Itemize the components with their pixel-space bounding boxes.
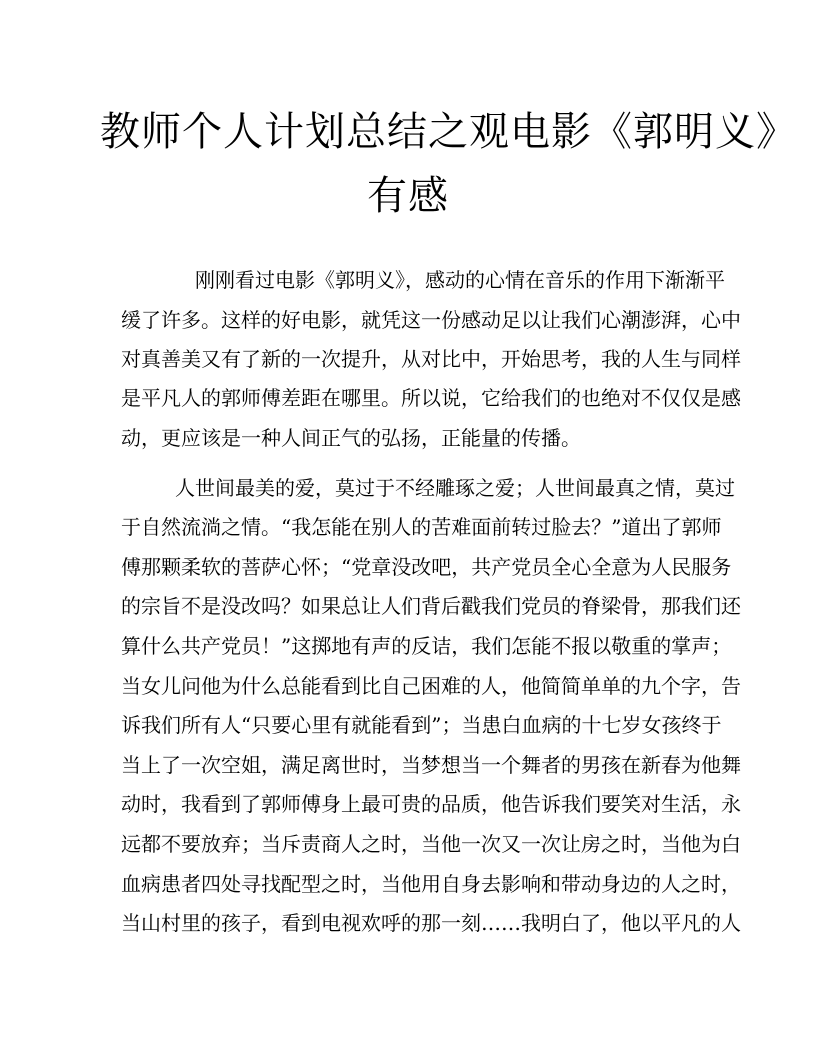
paragraph-2-line: 算什么共产党员！”这掷地有声的反诘，我们怎能不报以敬重的掌声； [121, 634, 732, 658]
document-title-line-1: 教师个人计划总结之观电影《郭明义》 [100, 109, 797, 155]
paragraph-2-line: 远都不要放弃；当斥责商人之时，当他一次又一次让房之时，当他为白 [121, 832, 741, 856]
paragraph-1-line: 对真善美又有了新的一次提升，从对比中，开始思考，我的人生与同样 [121, 347, 741, 371]
paragraph-2-line: 人世间最美的爱，莫过于不经雕琢之爱；人世间最真之情，莫过 [175, 476, 735, 500]
paragraph-1-line: 刚刚看过电影《郭明义》，感动的心情在音乐的作用下渐渐平 [195, 268, 725, 292]
document-title-line-2: 有感 [367, 173, 449, 219]
paragraph-2-line: 傅那颗柔软的菩萨心怀；“党章没改吧，共产党员全心全意为人民服务 [121, 555, 732, 579]
paragraph-2-line: 当上了一次空姐，满足离世时，当梦想当一个舞者的男孩在新春为他舞 [121, 753, 741, 777]
paragraph-2-line: 当女儿问他为什么总能看到比自己困难的人，他简简单单的九个字，告 [121, 674, 741, 698]
paragraph-2-line: 血病患者四处寻找配型之时，当他用自身去影响和带动身边的人之时， [121, 872, 741, 896]
paragraph-2-line: 当山村里的孩子，看到电视欢呼的那一刻……我明白了，他以平凡的人 [121, 911, 741, 935]
paragraph-2-line: 动时，我看到了郭师傅身上最可贵的品质，他告诉我们要笑对生活，永 [121, 792, 741, 816]
paragraph-1-line: 动，更应该是一种人间正气的弘扬，正能量的传播。 [121, 426, 581, 450]
paragraph-1-line: 缓了许多。这样的好电影，就凭这一份感动足以让我们心潮澎湃，心中 [121, 308, 741, 332]
paragraph-2-line: 于自然流淌之情。“我怎能在别人的苦难面前转过脸去？”道出了郭师 [121, 515, 722, 539]
paragraph-2-line: 的宗旨不是没改吗？如果总让人们背后戳我们党员的脊梁骨，那我们还 [121, 594, 741, 618]
paragraph-2-line: 诉我们所有人“只要心里有就能看到”；当患白血病的十七岁女孩终于 [121, 713, 722, 737]
paragraph-1-line: 是平凡人的郭师傅差距在哪里。所以说，它给我们的也绝对不仅仅是感 [121, 386, 741, 410]
